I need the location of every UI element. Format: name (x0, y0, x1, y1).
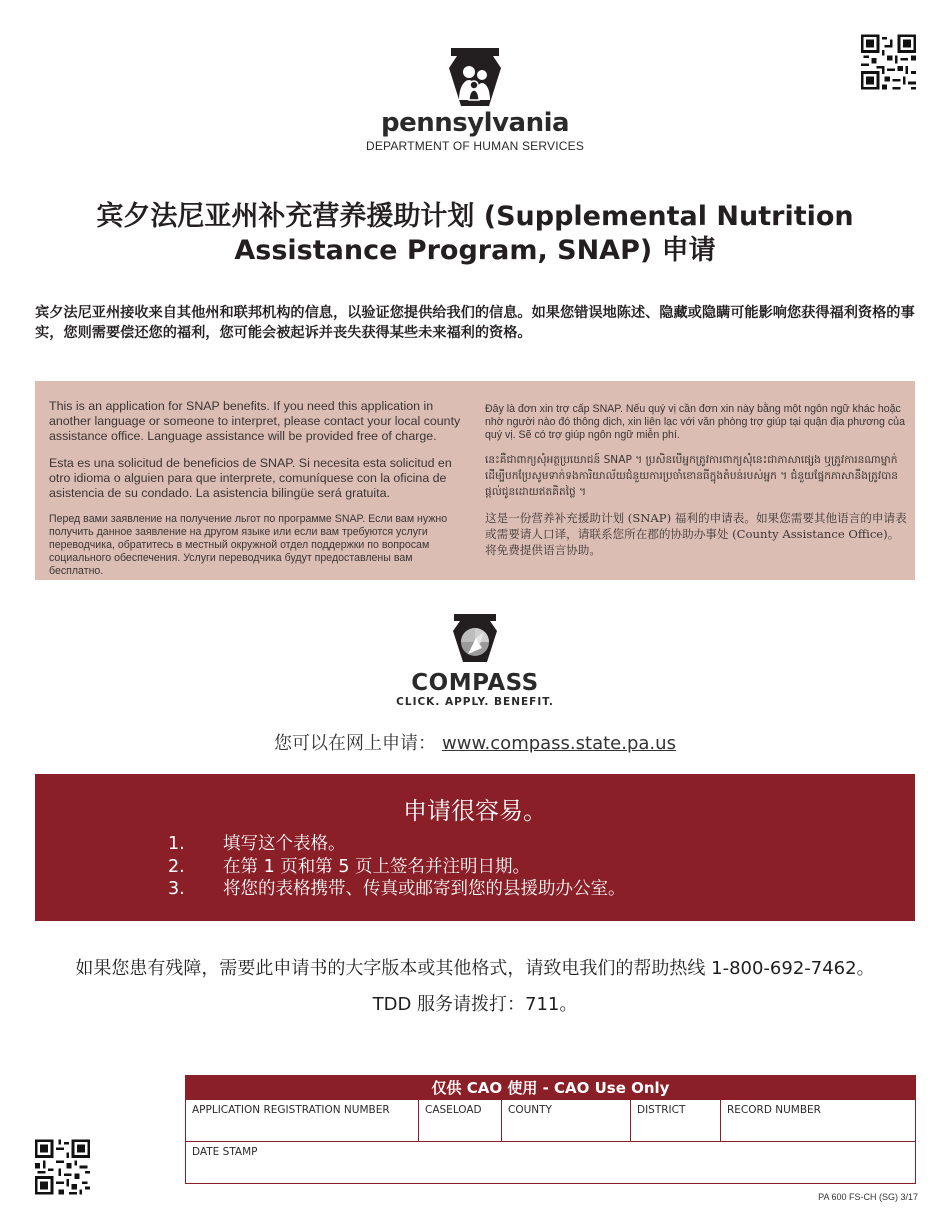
qr-code-bottom (35, 1139, 90, 1195)
step-text: 填写这个表格。 (223, 834, 346, 854)
caseload-field: CASELOAD (419, 1100, 502, 1141)
language-notice-spanish: Esta es una solicitud de beneficios de SNAP. Si necesita esta solicitud en otro idioma o alguien para que interprete, comuníquese con la oficina de asistencia de su condado. La asistencia bilingüe será gratuita. (49, 456, 452, 500)
compass-keystone-icon (450, 614, 500, 662)
page-title: 宾夕法尼亚州补充营养援助计划 (Supplemental Nutrition Assistance Program, SNAP) 申请 (96, 201, 854, 266)
step-text: 将您的表格携带、传真或邮寄到您的县援助办公室。 (223, 879, 626, 899)
language-notice-russian: Перед вами заявление на получение льгот по программе SNAP. Если вам нужно получить данное заявление на другом языке или если вам требуются услуги переводчика, обратитесь в местный окружной отдел поддержки по вопросам социального обеспечения. Услуги переводчика будут предоставлены вам бесплатно. (49, 513, 448, 577)
step-text: 在第 1 页和第 5 页上签名并注明日期。 (223, 856, 531, 877)
language-column-right (485, 403, 910, 570)
language-column-left (49, 399, 469, 590)
steps-list (168, 833, 626, 901)
compass-logo (0, 614, 950, 708)
compass-tagline: CLICK. APPLY. BENEFIT. (396, 696, 554, 708)
online-apply-label: 您可以在网上申请： (274, 733, 437, 754)
step-number: 3. (168, 879, 185, 899)
department-name: DEPARTMENT OF HUMAN SERVICES (365, 139, 585, 153)
keystone-family-logo (445, 48, 505, 106)
easy-steps-title: 申请很容易。 (403, 797, 547, 825)
language-notice-english: This is an application for SNAP benefits. If you need this application in another language or someone to interpret, please contact your local county assistance office. Language assistance will be provided free of charge. (49, 399, 461, 443)
step-number: 1. (168, 834, 185, 854)
district-field: DISTRICT (631, 1100, 721, 1141)
language-notice-vietnamese: Đây là đơn xin trợ cấp SNAP. Nếu quý vị cần đơn xin này bằng một ngôn ngữ khác hoặc nhờ người nào đó thông dịch, xin liên lạc với văn phòng trợ giúp tại quận địa phương của quý vị. Sẽ có trợ giúp ngôn ngữ miễn phí. (485, 403, 905, 441)
cao-use-only-box (185, 1075, 916, 1184)
language-assistance-box (35, 381, 915, 580)
eligibility-warning: 宾夕法尼亚州接收来自其他州和联邦机构的信息，以验证您提供给我们的信息。如果您错误地陈述、隐藏或隐瞒可能影响您获得福利资格的事实，您则需要偿还您的福利，您可能会被起诉并丧失获得某些未来福利的资格。 (35, 305, 915, 341)
language-notice-khmer: នេះគឺជាពាក្យសុំអត្ថប្រយោជន៍ SNAP ។ ប្រសិនបើអ្នកត្រូវការពាក្យសុំនេះជាភាសាផ្សេង ឬត្រូវការនណាម្នាក់ដើម្បីបកប្រែសូមទាក់ទងការិយាល័យជំនួយការប្រចាំខោនធីក្នុងតំបន់របស់អ្នក ។ ជំនួយផ្នែកភាសានឹងត្រូវបានផ្តល់ជូនដោយឥតគិតថ្លៃ ។ (485, 454, 899, 498)
cao-header: 仅供 CAO 使用 - CAO Use Only (186, 1076, 915, 1100)
county-field: COUNTY (502, 1100, 631, 1141)
date-stamp-field: DATE STAMP (192, 1146, 258, 1158)
compass-website-link[interactable]: www.compass.state.pa.us (442, 733, 676, 754)
org-name: pennsylvania (380, 108, 570, 138)
record-number-field: RECORD NUMBER (727, 1104, 821, 1116)
easy-steps-box (35, 774, 915, 921)
step-item (168, 856, 626, 879)
tdd-notice: TDD 服务请拨打：711。 (372, 994, 578, 1015)
step-item (168, 833, 626, 856)
form-code: PA 600 FS-CH (SG) 3/17 (818, 1192, 918, 1202)
language-notice-chinese: 这是一份营养补充援助计划 (SNAP) 福利的申请表。如果您需要其他语言的申请表或需要请人口译，请联系您所在郡的协助办事处 (County Assistance Office)。将免费提供语言协助。 (485, 511, 907, 557)
online-apply-line (0, 729, 950, 755)
header (0, 48, 950, 153)
compass-name: COMPASS (411, 670, 539, 696)
step-number: 2. (168, 856, 185, 877)
application-registration-number-field: APPLICATION REGISTRATION NUMBER (186, 1100, 419, 1141)
step-item (168, 878, 626, 901)
disability-helpline-notice: 如果您患有残障，需要此申请书的大字版本或其他格式，请致电我们的帮助热线 1-800-692-7462。 (75, 958, 875, 979)
cao-fields-row (186, 1100, 915, 1142)
